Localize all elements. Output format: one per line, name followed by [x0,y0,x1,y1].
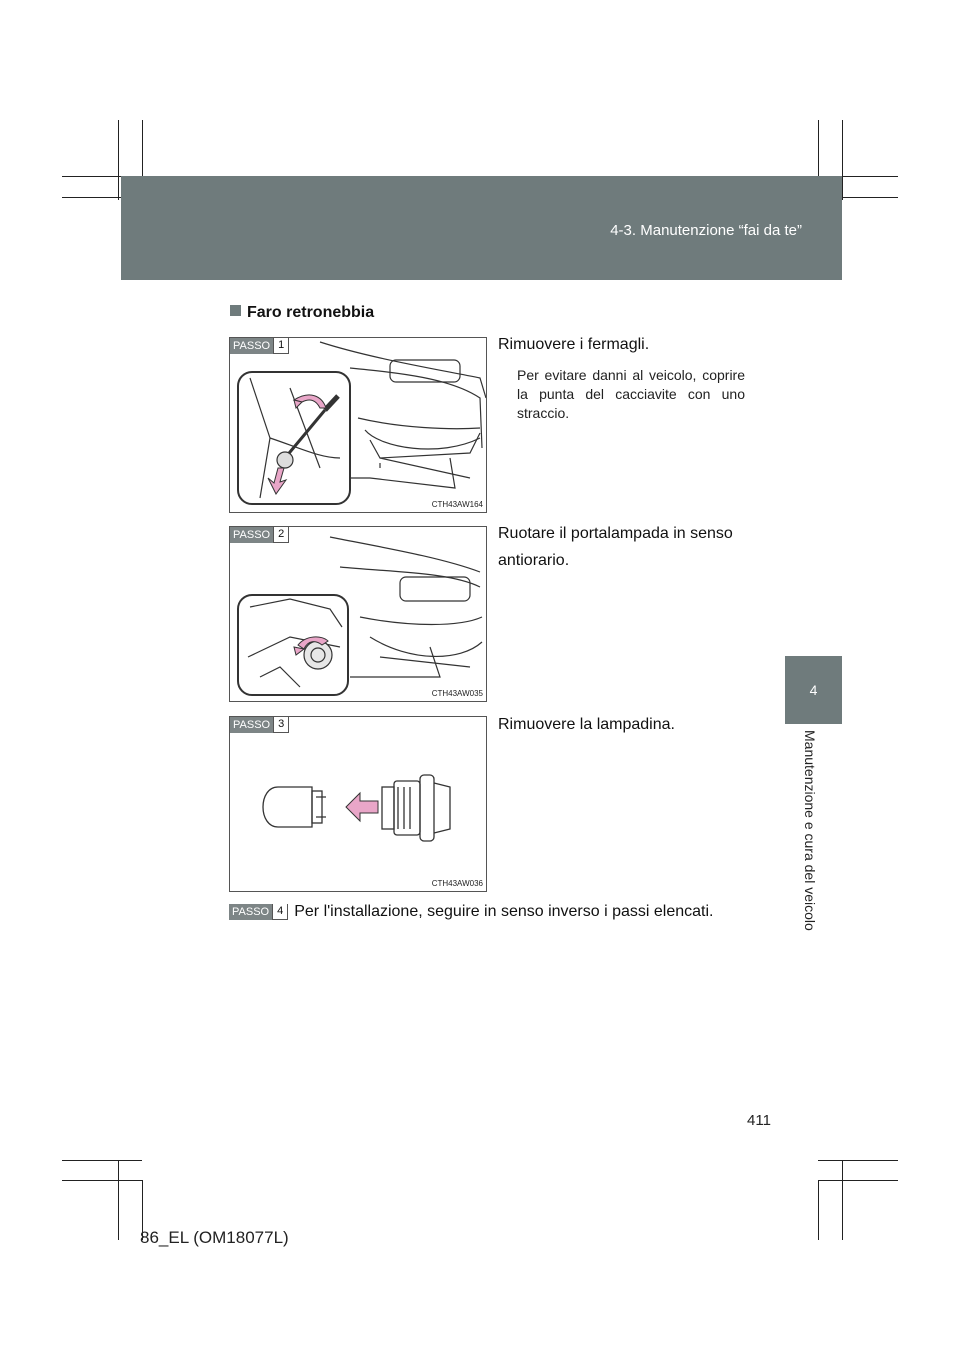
chapter-label: Manutenzione e cura del veicolo [802,730,818,931]
step-word: PASSO [230,338,273,354]
figure-code: CTH43AW035 [431,689,483,698]
figure-code: CTH43AW036 [431,879,483,888]
crop-mark [818,1160,898,1161]
step-1-note: Per evitare danni al veicolo, coprire la punta del cacciavite con uno straccio. [517,367,745,421]
bulb-removal-illustration [230,717,486,891]
figure-code: CTH43AW164 [431,500,483,509]
step-badge [230,527,289,543]
crop-mark [62,1180,142,1181]
crop-mark [842,1160,843,1240]
step-1-text: Rimuovere i fermagli. [498,336,650,353]
section-title-text: Faro retronebbia [247,304,375,321]
step-word: PASSO [229,904,272,920]
step-4 [229,903,714,921]
step-badge [229,904,288,920]
crop-mark [818,1180,819,1240]
chapter-tab: 4 [785,656,842,724]
step-4-text: Per l'installazione, seguire in senso inverso i passi elencati. [294,903,714,920]
step-badge [230,338,289,354]
page-number: 411 [747,1112,771,1129]
step-number: 3 [273,717,289,733]
clip-removal-illustration [230,338,486,512]
section-header: 4-3. Manutenzione “fai da te” [610,222,802,239]
step-number: 1 [273,338,289,354]
crop-mark [842,120,843,200]
section-title [230,304,374,322]
figure-step-1 [229,337,487,513]
figure-step-2 [229,526,487,702]
crop-mark [62,1160,142,1161]
crop-mark [118,120,119,200]
step-word: PASSO [230,717,273,733]
step-word: PASSO [230,527,273,543]
figure-step-3 [229,716,487,892]
step-badge [230,717,289,733]
step-number: 2 [273,527,289,543]
bullet-square-icon [230,305,241,316]
step-3-text: Rimuovere la lampadina. [498,716,675,733]
crop-mark [818,1180,898,1181]
bulb-holder-illustration [230,527,486,701]
step-number: 4 [272,904,288,920]
header-band [121,176,842,280]
step-2-text: Ruotare il portalampada in senso antiorario. [498,525,733,569]
crop-mark [118,1160,119,1240]
footer-code: 86_EL (OM18077L) [140,1228,289,1247]
